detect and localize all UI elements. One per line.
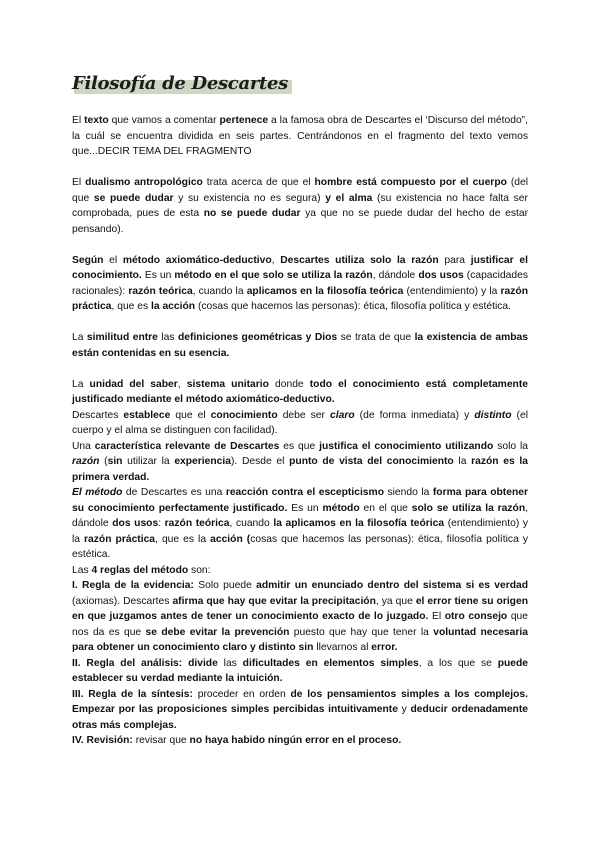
text-run: debe ser — [277, 409, 330, 421]
bold-text: 4 reglas del método — [91, 564, 189, 576]
text-run: Es un — [141, 270, 175, 281]
text-run: , dándole — [72, 502, 529, 529]
bold-text: deducir ordenadamente otras más complejas. — [72, 704, 528, 731]
text-run: donde — [268, 378, 310, 390]
text-run: (del que — [72, 177, 528, 204]
text-run: utilizar la — [122, 456, 175, 467]
bold-text: y el alma — [325, 192, 373, 204]
text-run: , a los que se — [418, 657, 498, 669]
text-run: , — [177, 378, 187, 390]
paragraph — [72, 563, 528, 579]
paragraph — [72, 408, 528, 439]
bold-text: divide — [188, 657, 218, 669]
bold-text: puede establecer su verdad mediante la intuición. — [72, 657, 529, 684]
bold-text: razón — [72, 456, 100, 467]
text-run: , cuando — [229, 518, 274, 529]
bold-text: I. Regla de la evidencia: — [72, 580, 194, 591]
text-run: ). Desde el — [230, 456, 290, 467]
text-run: La — [72, 378, 90, 390]
text-run: (su existencia no hace falta ser comprobada, pues de esta — [72, 192, 528, 219]
bold-text: Según — [72, 254, 104, 266]
bold-text: sin — [107, 456, 123, 467]
paragraph-gap — [72, 315, 528, 331]
bold-text: admitir un enunciado dentro del sistema si es verdad — [256, 580, 529, 591]
text-run: para — [438, 254, 471, 266]
text-run: Descartes — [72, 409, 124, 421]
bold-text: la existencia de ambas están contenidas en su esencia. — [72, 332, 528, 359]
text-run: son: — [188, 564, 211, 576]
text-run: siendo la — [383, 487, 433, 498]
document-body — [72, 113, 528, 749]
text-run: , que es — [111, 301, 151, 312]
bold-text: II. Regla del análisis: — [72, 657, 183, 669]
bold-text: dos usos — [418, 270, 464, 281]
paragraph — [72, 330, 528, 361]
text-run: la — [453, 456, 472, 467]
text-run: que vamos a comentar — [108, 115, 220, 126]
text-run: y — [397, 704, 411, 715]
bold-text: aplicamos en la filosofía teórica — [246, 285, 404, 297]
text-run: (entendimiento) y la — [403, 285, 501, 297]
paragraph — [72, 733, 528, 749]
bold-text: justifica el conocimiento utilizando — [319, 440, 494, 452]
text-run: de Descartes es una — [122, 487, 226, 498]
text-run: que nos da es que — [72, 611, 528, 638]
bold-text: texto — [84, 115, 109, 126]
text-run: llevarnos al — [313, 642, 372, 653]
page-title: Filosofía de Descartes — [72, 73, 289, 94]
text-run: Solo puede — [193, 580, 257, 591]
bold-text: pertenece — [219, 115, 269, 126]
text-run: Una — [72, 440, 95, 452]
bold-text: definiciones geométricas y Dios — [178, 332, 338, 343]
bold-text: otro consejo — [444, 611, 508, 622]
bold-text: distinto — [474, 409, 512, 421]
bold-text: no se puede dudar — [203, 208, 301, 219]
bold-text: dos usos — [112, 518, 159, 529]
bold-text: razón práctica — [84, 533, 156, 545]
text-run: es que — [279, 440, 320, 452]
bold-text: dualismo antropológico — [85, 177, 203, 188]
bold-text: III. Regla de la síntesis: — [72, 688, 193, 700]
bold-text: Descartes utiliza solo la razón — [280, 254, 439, 266]
bold-text: acción ( — [210, 533, 251, 545]
paragraph — [72, 253, 528, 315]
text-run: cosas que hacemos las personas): ética, filosofía política y estética. — [72, 533, 528, 560]
bold-text: establece — [123, 409, 171, 421]
bold-text: forma para obtener su conocimiento perfectamente justificado. — [72, 487, 528, 514]
bold-text: razón teórica — [128, 285, 193, 297]
bold-text: razón teórica — [164, 518, 230, 529]
bold-text: de los pensamientos simples a los complejos. Empezar por las proposiciones simples percibidas intuitivamente — [72, 688, 529, 715]
bold-text: solo se utiliza la razón — [411, 502, 526, 514]
text-run: , dándole — [372, 270, 419, 281]
paragraph — [72, 578, 528, 656]
bold-text: se debe evitar la prevención — [145, 626, 290, 638]
paragraph-gap — [72, 237, 528, 253]
paragraph — [72, 175, 528, 237]
paragraph — [72, 656, 528, 687]
paragraph — [72, 113, 528, 160]
paragraph — [72, 485, 528, 563]
text-run: (axiomas). Descartes — [72, 595, 173, 607]
text-run: solo la — [493, 440, 528, 452]
bold-text: razón es la primera verdad. — [72, 456, 528, 483]
text-run: a la famosa obra de Descartes el ‘Discurso del método”, la cuál se encuentra dividida en seis partes. Centrándonos en el fragmento del texto vemos que...DECIR TEMA DEL FRAGMENTO — [72, 115, 528, 157]
text-run: Las — [72, 564, 92, 576]
title-block — [72, 73, 288, 94]
bold-text: El método — [72, 487, 123, 498]
paragraph — [72, 687, 528, 734]
text-run: , ya que — [375, 595, 416, 607]
paragraph-gap — [72, 361, 528, 377]
text-run: ya que no se puede dudar del hecho de estar pensando). — [72, 208, 528, 235]
text-run: La — [72, 332, 87, 343]
bold-text: la aplicamos en la filosofía teórica — [273, 518, 445, 529]
text-run: las — [217, 657, 243, 669]
text-run: las — [157, 332, 178, 343]
bold-text: método en el que solo se utiliza la razón — [174, 270, 373, 281]
text-run: , — [271, 254, 281, 266]
bold-text: conocimiento — [210, 409, 278, 421]
bold-text: similitud — [86, 332, 130, 343]
text-run: se trata de que — [337, 332, 415, 343]
text-run: (de forma inmediata) y — [354, 409, 475, 421]
bold-text: el error tiene su origen en que juzgamos antes de tener un conocimiento exacto de lo juzgado. — [72, 595, 528, 622]
bold-text: no haya habido ningún error en el proceso. — [189, 735, 402, 746]
bold-text: claro — [330, 409, 355, 421]
bold-text: justificar el conocimiento. — [72, 254, 528, 281]
text-run: trata acerca de que el — [202, 177, 315, 188]
text-run: : — [158, 518, 165, 529]
bold-text: IV. Revisión: — [72, 735, 133, 746]
text-run: El — [72, 177, 86, 188]
text-run: revisar que — [132, 735, 190, 746]
text-run: (entendimiento) y la — [72, 518, 528, 545]
bold-text: método axiomático-deductivo — [122, 254, 272, 266]
paragraph-gap — [72, 160, 528, 176]
bold-text: experiencia — [174, 456, 231, 467]
bold-text: reacción contra el escepticismo — [225, 487, 384, 498]
bold-text: dificultades en elementos simples — [242, 657, 419, 669]
bold-text: afirma que hay que evitar la precipitación — [172, 595, 376, 607]
text-run: El — [428, 611, 445, 622]
bold-text: sistema unitario — [186, 378, 269, 390]
text-run: y su existencia no es segura) — [173, 192, 326, 204]
paragraph — [72, 377, 528, 408]
bold-text: hombre está compuesto por el cuerpo — [314, 177, 507, 188]
text-run: ( — [99, 456, 108, 467]
text-run: en el que — [359, 502, 412, 514]
text-run: el — [103, 254, 123, 266]
bold-text: todo el conocimiento está completamente justificado mediante el método axiomático-deductivo. — [72, 378, 529, 405]
text-run: proceder en orden — [192, 688, 291, 700]
bold-text: error. — [371, 642, 398, 653]
text-run: que el — [170, 409, 211, 421]
text-run: (cosas que hacemos las personas): ética, filosofía política y estética. — [195, 301, 512, 312]
bold-text: método — [322, 502, 360, 514]
text-run: El — [72, 115, 85, 126]
text-run: puesto que hay que tener la — [289, 626, 434, 638]
bold-text: punto de vista del conocimiento — [289, 456, 454, 467]
bold-text: voluntad necesaria para obtener un conocimiento claro y distinto sin — [72, 626, 528, 653]
text-run: , cuando la — [192, 285, 247, 297]
bold-text: entre — [132, 332, 158, 343]
text-run: , que es la — [155, 533, 211, 545]
paragraph — [72, 439, 528, 486]
text-run: Es un — [287, 502, 323, 514]
text-run: (el cuerpo y el alma se distinguen con facilidad). — [72, 409, 528, 436]
text-run: (capacidades racionales): — [72, 270, 529, 297]
bold-text: la acción — [151, 301, 196, 312]
bold-text: característica relevante de Descartes — [94, 440, 280, 452]
bold-text: se puede dudar — [93, 192, 174, 204]
bold-text: unidad del saber — [89, 378, 178, 390]
bold-text: razón práctica — [72, 285, 528, 312]
